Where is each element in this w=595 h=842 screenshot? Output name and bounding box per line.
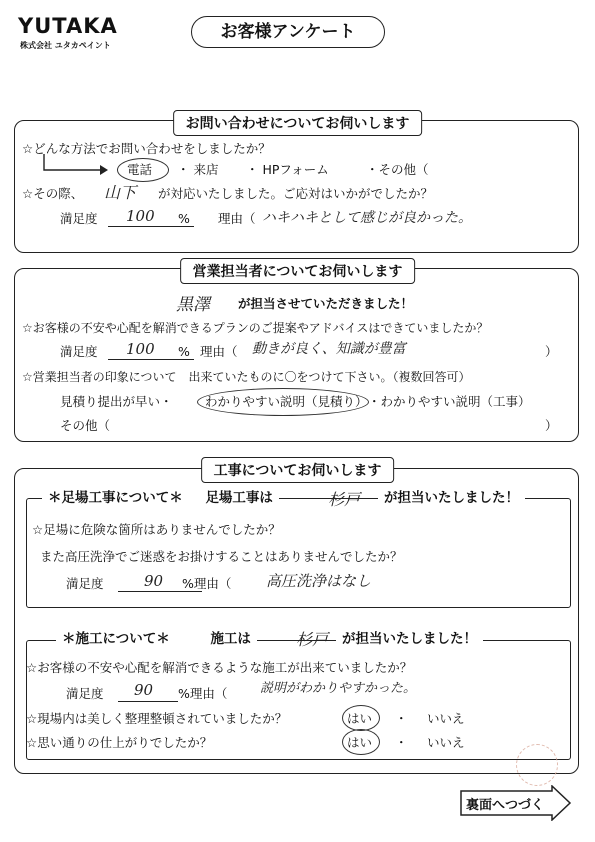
- scaffold-satisfaction-label: 満足度: [66, 576, 104, 591]
- work-reason-handwritten: 説明がわかりやすかった。: [260, 681, 417, 696]
- tidy-dot: ・: [395, 711, 408, 726]
- survey-title: [191, 16, 385, 48]
- responder-question-prefix: ☆その際、: [22, 186, 84, 201]
- impression-option-clear-quote: わかりやすい説明（見積り）: [205, 394, 368, 409]
- work-lead: 施工は: [210, 631, 251, 647]
- survey-title-text: お客様アンケート: [220, 22, 356, 42]
- percent-sign-2: %: [178, 344, 190, 359]
- work-heading: [56, 630, 257, 648]
- scaffold-satisfaction-value-handwritten: 90: [144, 572, 164, 590]
- impression-other-close: ）: [545, 418, 558, 433]
- option-phone: 電話: [127, 162, 153, 177]
- scaffold-lead: 足場工事は: [205, 490, 273, 506]
- finish-no: いいえ: [427, 735, 465, 750]
- work-tail: が担当いたしました！: [336, 630, 483, 648]
- reason-label-2: 理由（: [200, 344, 238, 359]
- scaffold-heading: [42, 489, 279, 507]
- scaffold-danger-question: ☆足場に危険な箇所はありませんでしたか？: [32, 522, 281, 537]
- finish-question: ☆思い通りの仕上がりでしたか？: [26, 735, 213, 750]
- option-hp-form: ・ HPフォーム: [246, 162, 329, 177]
- work-satisfaction-value-handwritten: 90: [134, 681, 154, 699]
- satisfaction-value-handwritten: 100: [126, 207, 155, 225]
- sales-rep-name-handwritten: 黒澤: [176, 295, 210, 315]
- satisfaction-value-2-handwritten: 100: [126, 340, 155, 358]
- option-visit: ・ 来店: [177, 162, 219, 177]
- finish-dot: ・: [395, 735, 408, 750]
- inquiry-method-question: ☆どんな方法でお問い合わせをしましたか？: [22, 141, 271, 156]
- scaffold-tail: が担当いたしました！: [378, 489, 525, 507]
- construction-section-banner: 工事についてお伺いします: [201, 457, 395, 483]
- arrow-icon: [40, 154, 110, 176]
- satisfaction-label-2: 満足度: [60, 344, 98, 359]
- reason-label: 理由（: [218, 211, 256, 226]
- impression-option-fast-quote: 見積り提出が早い・: [60, 394, 173, 409]
- scaffold-staff-handwritten: 杉戸: [328, 490, 361, 509]
- company-logo: [18, 14, 128, 54]
- inquiry-section-banner: お問い合わせについてお伺いします: [173, 110, 423, 136]
- tidy-question: ☆現場内は美しく整理整頓されていましたか？: [26, 711, 288, 726]
- responder-name-handwritten: 山下: [104, 183, 137, 202]
- scaffold-wash-question: また高圧洗浄でご迷惑をお掛けすることはありませんでしたか？: [40, 549, 403, 564]
- continue-overleaf-text: 裏面へつづく: [466, 798, 545, 813]
- impression-other-label: その他（: [60, 418, 111, 433]
- sales-intro: が担当させていただきました！: [238, 296, 414, 311]
- work-satisfaction-underline: [118, 701, 178, 702]
- reason-2-handwritten: 動きが良く、知識が豊富: [252, 341, 406, 357]
- work-quality-question: ☆お客様の不安や心配を解消できるような施工が出来ていましたか？: [26, 660, 413, 675]
- scaffold-pct-reason: %理由（: [182, 576, 232, 591]
- reason-handwritten: ハキハキとして感じが良かった。: [262, 210, 472, 226]
- seal-stamp: [516, 744, 558, 786]
- logo-company-name: 株式会社 ユタカペイント: [20, 41, 111, 50]
- reason-close-2: ）: [545, 344, 558, 359]
- finish-yes: はい: [347, 735, 373, 750]
- proposal-question: ☆お客様の不安や心配を解消できるプランのご提案やアドバイスはできていましたか？: [22, 321, 489, 335]
- scaffold-heading-title: ＊足場工事について＊: [48, 490, 183, 506]
- continue-overleaf: [460, 785, 572, 821]
- tidy-yes: はい: [347, 711, 373, 726]
- tidy-no: いいえ: [427, 711, 465, 726]
- satisfaction-label: 満足度: [60, 211, 98, 226]
- responder-question-suffix: が対応いたしました。ご応対はいかがでしたか？: [158, 186, 434, 201]
- sales-section-banner: 営業担当者についてお伺いします: [180, 258, 416, 284]
- scaffold-reason-handwritten: 高圧洗浄はなし: [266, 572, 372, 590]
- impression-option-clear-work: ・わかりやすい説明（工事）: [368, 394, 531, 409]
- work-pct-reason: %理由（: [178, 686, 228, 701]
- work-satisfaction-label: 満足度: [66, 686, 104, 701]
- impression-question: ☆営業担当者の印象について 出来ていたものに〇をつけて下さい。（複数回答可）: [22, 370, 471, 384]
- logo-wordmark: YUTAKA: [18, 14, 118, 38]
- work-heading-title: ＊施工について＊: [62, 631, 170, 647]
- work-staff-handwritten: 杉戸: [296, 630, 329, 649]
- percent-sign: %: [178, 211, 190, 226]
- option-other: ・その他（: [366, 162, 429, 177]
